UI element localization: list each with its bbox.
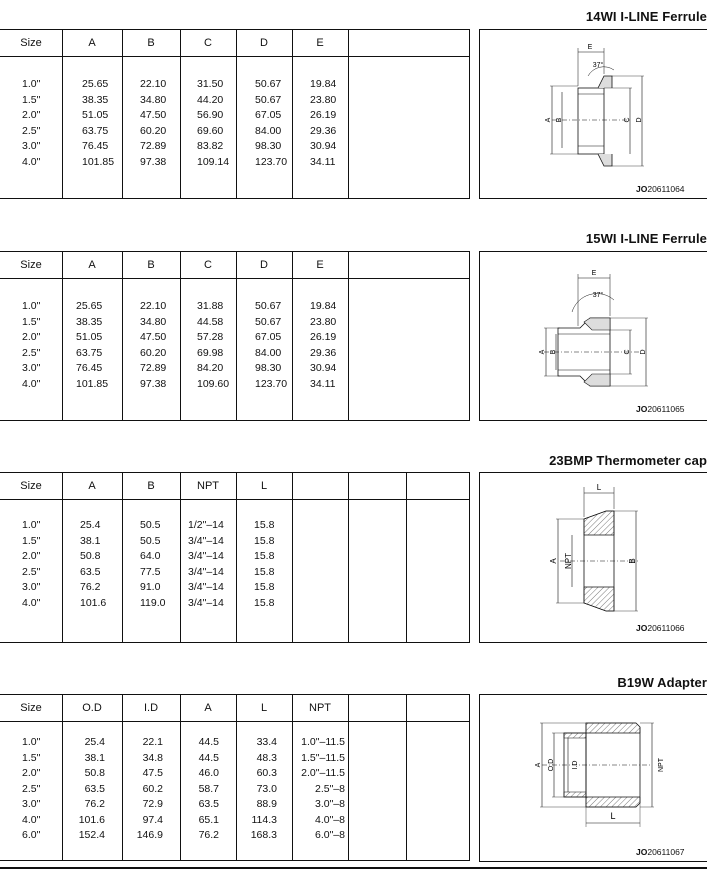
table-cell: 73.0 bbox=[256, 782, 277, 795]
header-size: Size bbox=[20, 259, 42, 271]
table-cell: 51.05 bbox=[76, 331, 103, 343]
table-cell: 98.30 bbox=[255, 362, 282, 374]
section-15wi-ferrule bbox=[0, 222, 707, 422]
table-cell: 63.5 bbox=[80, 565, 101, 578]
table-cell: 1.0" bbox=[22, 300, 41, 312]
table-cell: 3/4"–14 bbox=[188, 534, 224, 547]
table-cell: 91.0 bbox=[140, 581, 161, 593]
table-cell: 26.19 bbox=[310, 109, 337, 121]
table-cell: 50.67 bbox=[255, 78, 282, 90]
table-cell: 19.84 bbox=[310, 78, 337, 90]
section-title: B19W Adapter bbox=[617, 675, 707, 690]
table-cell: 76.2 bbox=[84, 798, 105, 810]
section-23bmp-thermometer-cap bbox=[0, 444, 707, 644]
table-cell: 46.0 bbox=[198, 767, 219, 779]
label-e: E bbox=[591, 270, 597, 277]
table-cell: 48.3 bbox=[256, 751, 277, 764]
table-cell: 22.10 bbox=[140, 300, 167, 312]
table-cell: 1.5" bbox=[22, 534, 41, 547]
label-e: E bbox=[587, 44, 593, 51]
section-title: 23BMP Thermometer cap bbox=[549, 453, 707, 468]
label-angle: 37° bbox=[592, 62, 604, 69]
table-cell: 2.5" bbox=[22, 782, 41, 795]
header-c: C bbox=[204, 37, 212, 49]
table-cell: 1/2"–14 bbox=[188, 519, 224, 531]
table-cell: 25.65 bbox=[82, 78, 109, 90]
table-cell: 69.60 bbox=[197, 124, 224, 137]
header-b: B bbox=[147, 480, 155, 492]
table-cell: 76.45 bbox=[76, 362, 103, 374]
table-cell: 101.6 bbox=[78, 813, 105, 826]
label-a: A bbox=[539, 349, 546, 355]
drawing-code: JO20611064 bbox=[636, 184, 685, 194]
table-cell: 1.5"–11.5 bbox=[301, 751, 345, 764]
table-cell: 2.0" bbox=[22, 550, 41, 562]
header-size: Size bbox=[20, 37, 42, 49]
table-cell: 23.80 bbox=[310, 93, 337, 106]
table-cell: 3.0" bbox=[22, 798, 41, 810]
table-cell: 25.4 bbox=[80, 519, 101, 531]
table-cell: 44.5 bbox=[198, 736, 219, 748]
label-a: A bbox=[545, 117, 552, 123]
dimension-table bbox=[0, 251, 470, 421]
table-cell: 38.35 bbox=[82, 93, 109, 106]
table-cell: 88.9 bbox=[256, 798, 277, 810]
ferrule-diagram bbox=[479, 251, 707, 421]
table-cell: 2.5"–8 bbox=[314, 782, 345, 795]
table-cell: 84.00 bbox=[255, 346, 282, 359]
table-cell: 25.65 bbox=[76, 300, 103, 312]
table-cell: 3.0" bbox=[22, 362, 41, 374]
table-cell: 60.3 bbox=[256, 767, 277, 779]
header-npt: NPT bbox=[309, 702, 331, 714]
table-cell: 47.50 bbox=[140, 109, 167, 121]
table-cell: 83.82 bbox=[197, 140, 224, 152]
table-cell: 15.8 bbox=[254, 534, 275, 547]
table-cell: 33.4 bbox=[256, 736, 277, 748]
table-cell: 1.5" bbox=[22, 751, 41, 764]
header-npt: NPT bbox=[197, 480, 219, 492]
header-e: E bbox=[316, 37, 324, 49]
table-cell: 29.36 bbox=[310, 124, 337, 137]
header-l: L bbox=[260, 702, 268, 714]
table-cell: 114.3 bbox=[251, 813, 277, 826]
table-cell: 63.5 bbox=[198, 798, 219, 810]
header-e: E bbox=[316, 259, 324, 271]
label-a: A bbox=[535, 762, 542, 768]
table-cell: 76.2 bbox=[198, 829, 219, 841]
header-l: L bbox=[260, 480, 268, 492]
table-cell: 23.80 bbox=[310, 315, 337, 328]
table-cell: 1.5" bbox=[22, 315, 41, 328]
table-cell: 1.0" bbox=[22, 78, 41, 90]
section-b19w-adapter bbox=[0, 666, 707, 866]
table-cell: 50.67 bbox=[255, 315, 282, 328]
table-cell: 19.84 bbox=[310, 300, 337, 312]
table-cell: 2.0" bbox=[22, 109, 41, 121]
table-cell: 15.8 bbox=[254, 581, 275, 593]
table-cell: 168.3 bbox=[250, 829, 277, 841]
table-cell: 63.75 bbox=[76, 346, 103, 359]
table-cell: 72.89 bbox=[140, 140, 167, 152]
table-cell: 56.90 bbox=[197, 109, 224, 121]
header-size: Size bbox=[20, 702, 42, 714]
table-cell: 97.4 bbox=[142, 813, 163, 826]
adapter-diagram bbox=[479, 694, 707, 862]
table-cell: 109.60 bbox=[197, 377, 230, 390]
label-npt: NPT bbox=[658, 758, 665, 772]
dimension-table bbox=[0, 472, 470, 643]
table-cell: 50.8 bbox=[80, 550, 101, 562]
table-cell: 50.5 bbox=[140, 534, 161, 547]
table-cell: 76.45 bbox=[82, 140, 109, 152]
label-npt: NPT bbox=[564, 553, 573, 569]
table-cell: 38.1 bbox=[80, 534, 101, 547]
table-cell: 57.28 bbox=[197, 331, 224, 343]
table-cell: 64.0 bbox=[140, 550, 161, 562]
table-cell: 29.36 bbox=[310, 346, 337, 359]
label-a: A bbox=[549, 558, 558, 564]
table-cell: 50.8 bbox=[84, 767, 105, 779]
table-cell: 65.1 bbox=[198, 813, 219, 826]
table-cell: 4.0" bbox=[22, 596, 41, 609]
label-b: B bbox=[556, 117, 563, 123]
header-a: A bbox=[88, 259, 96, 271]
table-cell: 3/4"–14 bbox=[188, 581, 224, 593]
section-title: 14WI I-LINE Ferrule bbox=[585, 9, 707, 24]
table-cell: 31.50 bbox=[197, 78, 224, 90]
header-size: Size bbox=[20, 480, 42, 492]
table-cell: 58.7 bbox=[198, 782, 219, 795]
header-d: D bbox=[260, 259, 268, 271]
header-od: O.D bbox=[82, 702, 102, 714]
table-cell: 63.75 bbox=[82, 124, 109, 137]
table-cell: 4.0" bbox=[22, 155, 41, 168]
table-cell: 63.5 bbox=[84, 782, 105, 795]
table-cell: 2.5" bbox=[22, 346, 41, 359]
table-cell: 44.20 bbox=[197, 93, 224, 106]
dimension-table bbox=[0, 694, 470, 861]
table-cell: 34.80 bbox=[140, 93, 167, 106]
header-b: B bbox=[147, 37, 155, 49]
table-cell: 15.8 bbox=[254, 596, 275, 609]
table-cell: 146.9 bbox=[136, 829, 163, 841]
table-cell: 101.85 bbox=[76, 377, 109, 390]
table-cell: 50.67 bbox=[255, 93, 282, 106]
table-cell: 34.8 bbox=[142, 751, 163, 764]
label-d: D bbox=[636, 117, 643, 123]
table-cell: 44.5 bbox=[198, 751, 219, 764]
table-cell: 77.5 bbox=[140, 565, 161, 578]
table-cell: 30.94 bbox=[310, 140, 337, 152]
table-cell: 60.20 bbox=[140, 124, 167, 137]
table-cell: 47.50 bbox=[140, 331, 167, 343]
table-cell: 26.19 bbox=[310, 331, 337, 343]
table-cell: 38.35 bbox=[76, 315, 103, 328]
table-cell: 2.0"–11.5 bbox=[301, 767, 345, 779]
table-cell: 72.89 bbox=[140, 362, 167, 374]
drawing-code: JO20611066 bbox=[636, 623, 685, 633]
drawing-code: JO20611067 bbox=[636, 847, 685, 857]
label-b: B bbox=[550, 349, 557, 355]
dimension-table bbox=[0, 29, 470, 199]
header-a: A bbox=[88, 37, 96, 49]
section-title: 15WI I-LINE Ferrule bbox=[585, 231, 707, 246]
table-cell: 3/4"–14 bbox=[188, 565, 224, 578]
table-cell: 72.9 bbox=[142, 798, 163, 810]
header-a: A bbox=[88, 480, 96, 492]
table-cell: 3/4"–14 bbox=[188, 550, 224, 562]
table-cell: 2.0" bbox=[22, 767, 41, 779]
table-cell: 84.20 bbox=[197, 362, 224, 374]
label-c: C bbox=[624, 349, 631, 355]
table-cell: 1.0"–11.5 bbox=[301, 736, 345, 748]
table-cell: 123.70 bbox=[255, 155, 288, 168]
table-cell: 44.58 bbox=[197, 315, 224, 328]
table-cell: 2.0" bbox=[22, 331, 41, 343]
header-a: A bbox=[204, 702, 212, 714]
table-cell: 60.2 bbox=[142, 782, 163, 795]
table-cell: 97.38 bbox=[140, 155, 167, 168]
table-cell: 6.0"–8 bbox=[314, 829, 345, 841]
table-cell: 34.11 bbox=[310, 155, 336, 168]
thermometer-cap-diagram bbox=[479, 472, 707, 643]
table-cell: 34.11 bbox=[310, 377, 336, 390]
label-id: I.D bbox=[572, 760, 579, 770]
header-c: C bbox=[204, 259, 212, 271]
table-cell: 3.0" bbox=[22, 140, 41, 152]
header-b: B bbox=[147, 259, 155, 271]
table-cell: 3/4"–14 bbox=[188, 596, 224, 609]
table-cell: 4.0" bbox=[22, 813, 41, 826]
table-cell: 84.00 bbox=[255, 124, 282, 137]
label-l: L bbox=[610, 811, 616, 821]
table-cell: 67.05 bbox=[255, 331, 282, 343]
table-cell: 101.85 bbox=[82, 155, 115, 168]
table-cell: 30.94 bbox=[310, 362, 337, 374]
table-cell: 98.30 bbox=[255, 140, 282, 152]
table-cell: 67.05 bbox=[255, 109, 282, 121]
table-cell: 119.0 bbox=[140, 596, 166, 609]
table-cell: 34.80 bbox=[140, 315, 167, 328]
header-d: D bbox=[260, 37, 268, 49]
table-cell: 22.10 bbox=[140, 78, 167, 90]
header-id: I.D bbox=[143, 702, 159, 714]
table-cell: 2.5" bbox=[22, 124, 41, 137]
label-l: L bbox=[596, 483, 602, 492]
table-cell: 109.14 bbox=[197, 155, 230, 168]
table-cell: 152.4 bbox=[78, 829, 105, 841]
table-cell: 3.0" bbox=[22, 581, 41, 593]
table-cell: 38.1 bbox=[84, 751, 105, 764]
drawing-code: JO20611065 bbox=[636, 404, 685, 414]
table-cell: 4.0"–8 bbox=[314, 813, 345, 826]
table-cell: 4.0" bbox=[22, 377, 41, 390]
section-14wi-ferrule bbox=[0, 0, 707, 200]
table-cell: 15.8 bbox=[254, 550, 275, 562]
table-cell: 60.20 bbox=[140, 346, 167, 359]
label-b: B bbox=[628, 558, 637, 564]
table-cell: 76.2 bbox=[80, 581, 101, 593]
table-cell: 123.70 bbox=[255, 377, 288, 390]
label-angle: 37° bbox=[592, 292, 604, 299]
bottom-divider bbox=[0, 867, 707, 869]
table-cell: 1.0" bbox=[22, 736, 41, 748]
table-cell: 97.38 bbox=[140, 377, 167, 390]
table-cell: 101.6 bbox=[80, 596, 107, 609]
table-cell: 51.05 bbox=[82, 109, 109, 121]
table-cell: 47.5 bbox=[142, 767, 163, 779]
ferrule-diagram bbox=[479, 29, 707, 199]
table-cell: 1.0" bbox=[22, 519, 41, 531]
table-cell: 15.8 bbox=[254, 565, 275, 578]
table-cell: 50.67 bbox=[255, 300, 282, 312]
label-od: O.D bbox=[548, 758, 555, 772]
table-cell: 1.5" bbox=[22, 93, 41, 106]
table-cell: 2.5" bbox=[22, 565, 41, 578]
table-cell: 31.88 bbox=[197, 300, 224, 312]
table-cell: 3.0"–8 bbox=[314, 798, 345, 810]
table-cell: 15.8 bbox=[254, 519, 275, 531]
table-cell: 25.4 bbox=[84, 736, 105, 748]
label-d: D bbox=[640, 349, 647, 355]
table-cell: 6.0" bbox=[22, 829, 41, 841]
table-cell: 69.98 bbox=[197, 346, 224, 359]
label-c: C bbox=[624, 117, 631, 123]
table-cell: 50.5 bbox=[140, 519, 161, 531]
table-cell: 22.1 bbox=[142, 736, 163, 748]
